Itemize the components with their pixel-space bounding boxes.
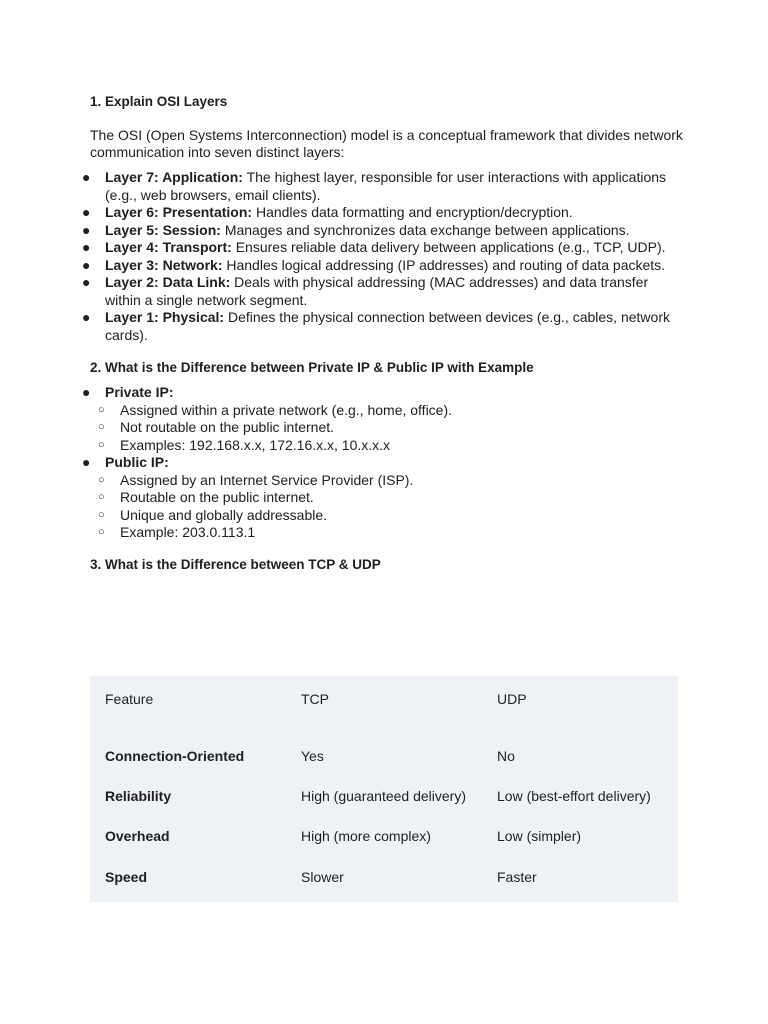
table-row — [90, 747, 678, 765]
sub-item-text: Assigned within a private network (e.g., home, office). — [120, 401, 453, 418]
list-item — [0, 169, 675, 204]
table-header-row — [90, 690, 678, 708]
sub-list-item — [0, 507, 690, 525]
table-cell-feature: Overhead — [105, 828, 170, 844]
sub-item-text: Routable on the public internet. — [120, 489, 314, 505]
section-heading-tcp-udp: 3. What is the Difference between TCP & UDP — [90, 557, 381, 572]
list-item — [0, 274, 675, 309]
private-ip-label: Private IP: — [105, 384, 174, 400]
layer-description: The highest layer, responsible for user interactions with applications — [242, 169, 667, 185]
bullet-icon: ● — [82, 204, 91, 220]
circle-bullet-icon: ○ — [98, 491, 105, 503]
sub-list-item — [0, 437, 690, 455]
layer-description: Deals with physical addressing (MAC addresses) and data transfer — [230, 274, 649, 290]
table-row — [90, 787, 678, 805]
public-ip-label: Public IP: — [105, 454, 169, 470]
section-heading-ip: 2. What is the Difference between Private IP & Public IP with Example — [90, 360, 534, 375]
layer-description-continued: cards). — [105, 326, 148, 343]
public-ip-sublist — [0, 472, 675, 542]
circle-bullet-icon: ○ — [98, 508, 105, 521]
osi-layer-list — [0, 169, 768, 344]
circle-bullet-icon: ○ — [98, 403, 105, 416]
layer-label: Layer 2: Data Link: — [105, 274, 231, 290]
circle-bullet-icon: ○ — [98, 473, 105, 486]
circle-bullet-icon: ○ — [98, 421, 105, 433]
table-header-udp: UDP — [497, 691, 527, 707]
sub-list-item — [0, 524, 690, 542]
circle-bullet-icon: ○ — [98, 526, 105, 538]
sub-list-item — [0, 419, 690, 437]
layer-description: Manages and synchronizes data exchange between applications. — [220, 221, 630, 238]
sub-item-text: Examples: 192.168.x.x, 172.16.x.x, 10.x.x.x — [120, 436, 391, 453]
private-ip-sublist — [0, 402, 675, 455]
circle-bullet-icon: ○ — [98, 438, 105, 451]
layer-label: Layer 7: Application: — [105, 169, 243, 185]
table-cell-udp: Low (best-effort delivery) — [497, 788, 651, 804]
layer-description-continued: within a single network segment. — [105, 291, 308, 308]
bullet-icon: ● — [82, 256, 91, 273]
list-item — [0, 257, 675, 275]
list-item — [0, 222, 675, 240]
sub-item-text: Example: 203.0.113.1 — [120, 524, 256, 540]
list-item-public-ip — [0, 454, 675, 542]
table-cell-udp: Faster — [497, 869, 537, 885]
sub-list-item — [0, 489, 690, 507]
layer-description: Defines the physical connection between devices (e.g., cables, network — [224, 309, 670, 325]
osi-intro-line-2: communication into seven distinct layers: — [90, 144, 345, 160]
layer-label: Layer 5: Session: — [105, 221, 221, 238]
table-cell-udp: No — [497, 748, 515, 764]
bullet-icon: ● — [82, 239, 91, 255]
bullet-icon: ● — [82, 309, 91, 325]
list-item — [0, 204, 675, 222]
comparison-table — [90, 676, 678, 902]
list-item — [0, 309, 675, 344]
ip-list — [0, 384, 768, 542]
bullet-icon: ● — [82, 384, 91, 400]
table-cell-feature: Connection-Oriented — [105, 748, 245, 764]
sub-item-text: Not routable on the public internet. — [120, 419, 335, 435]
layer-description: Handles logical addressing (IP addresses) and routing of data packets. — [222, 256, 666, 273]
layer-label: Layer 6: Presentation: — [105, 204, 253, 220]
table-row — [90, 868, 678, 886]
sub-list-item — [0, 402, 690, 420]
layer-description: Ensures reliable data delivery between applications (e.g., TCP, UDP). — [231, 239, 666, 255]
section-heading-osi: 1. Explain OSI Layers — [90, 94, 228, 109]
list-item — [0, 239, 675, 257]
layer-label: Layer 3: Network: — [105, 256, 223, 273]
sub-item-text: Assigned by an Internet Service Provider (ISP). — [120, 471, 414, 488]
table-cell-feature: Speed — [105, 869, 148, 885]
table-cell-tcp: High (guaranteed delivery) — [301, 788, 466, 804]
sub-list-item — [0, 472, 690, 490]
table-cell-tcp: Slower — [301, 869, 344, 885]
osi-intro — [90, 127, 690, 161]
layer-description-continued: (e.g., web browsers, email clients). — [105, 186, 321, 203]
layer-label: Layer 1: Physical: — [105, 309, 225, 325]
table-header-feature: Feature — [105, 691, 154, 707]
bullet-icon: ● — [82, 221, 91, 238]
bullet-icon: ● — [82, 169, 91, 185]
osi-intro-line-1: The OSI (Open Systems Interconnection) model is a conceptual framework that divides network — [90, 127, 683, 143]
table-header-tcp: TCP — [301, 691, 329, 707]
table-cell-tcp: High (more complex) — [301, 828, 431, 844]
table-cell-tcp: Yes — [301, 748, 324, 764]
table-cell-udp: Low (simpler) — [497, 828, 582, 844]
bullet-icon: ● — [82, 274, 91, 290]
layer-label: Layer 4: Transport: — [105, 239, 232, 255]
list-item-private-ip — [0, 384, 675, 454]
table-row — [90, 827, 678, 845]
bullet-icon: ● — [82, 454, 91, 470]
layer-description: Handles data formatting and encryption/decryption. — [252, 204, 573, 220]
table-cell-feature: Reliability — [105, 788, 172, 804]
sub-item-text: Unique and globally addressable. — [120, 506, 328, 523]
